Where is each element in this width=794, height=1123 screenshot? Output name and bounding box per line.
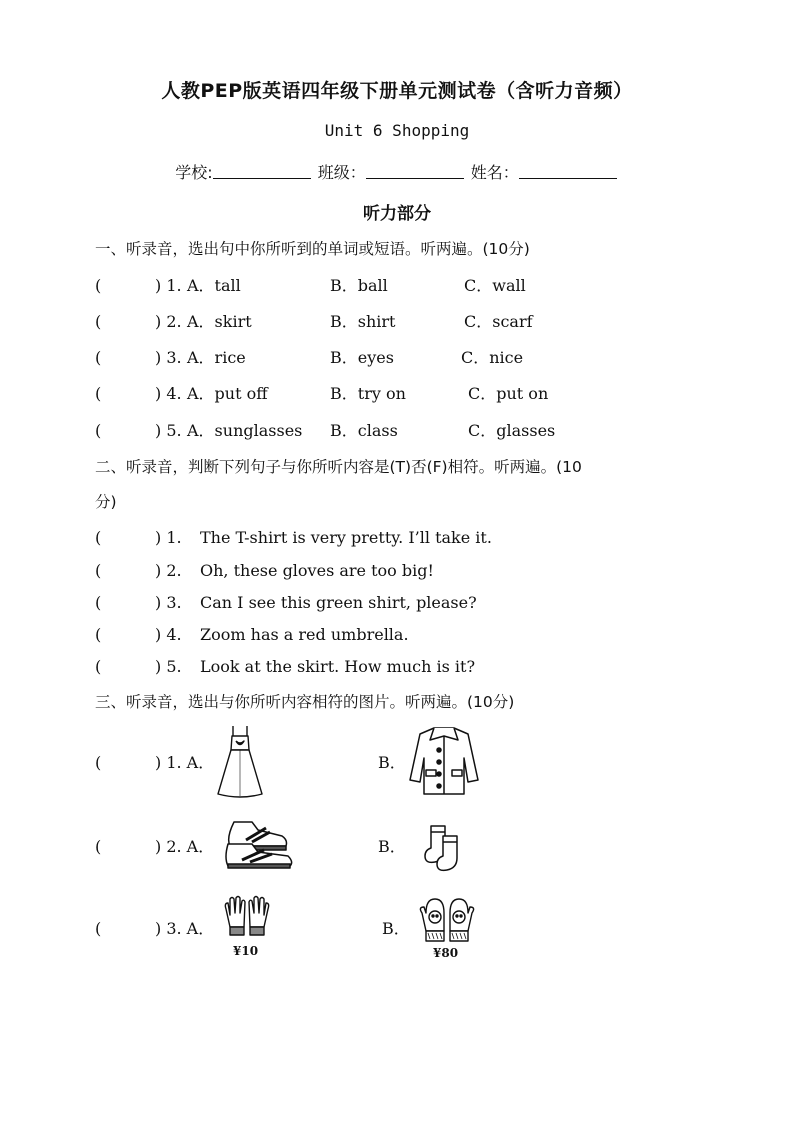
item-number: ) 5. bbox=[155, 657, 182, 676]
option-c: C．nice bbox=[461, 348, 524, 367]
item-number: ) 2. bbox=[155, 561, 182, 580]
item-number: ) 1. bbox=[155, 276, 182, 295]
item-number: ) 3. bbox=[155, 593, 182, 612]
option-a: A．skirt bbox=[187, 312, 252, 331]
item-number: ) 2. A． bbox=[155, 837, 215, 856]
section1-heading: 一、听录音，选出句中你所听到的单词或短语。听两遍。(10分) bbox=[95, 240, 530, 258]
section3-heading: 三、听录音，选出与你所听内容相符的图片。听两遍。(10分) bbox=[95, 693, 515, 711]
student-info-line bbox=[0, 160, 794, 183]
option-c: C．scarf bbox=[464, 312, 533, 331]
item-number: ) 2. bbox=[155, 312, 182, 331]
name-label: 姓名： bbox=[470, 163, 519, 182]
sneakers-icon[interactable] bbox=[222, 818, 294, 874]
unit-title: Unit 6 Shopping bbox=[324, 121, 470, 140]
option-b-label: B． bbox=[378, 753, 406, 772]
item-number: ) 3. bbox=[155, 348, 182, 367]
option-b-label: B． bbox=[378, 837, 406, 856]
statement-text: Look at the skirt. How much is it? bbox=[200, 657, 476, 676]
option-b: B．class bbox=[330, 421, 398, 440]
statement-text: Oh, these gloves are too big! bbox=[200, 561, 434, 580]
answer-paren[interactable]: ( bbox=[95, 561, 102, 580]
option-c: C．put on bbox=[468, 384, 549, 403]
option-b: B．shirt bbox=[330, 312, 396, 331]
option-b: B．eyes bbox=[330, 348, 394, 367]
statement-text: Can I see this green shirt, please? bbox=[200, 593, 477, 612]
gloves-icon[interactable] bbox=[222, 895, 272, 943]
answer-paren[interactable]: ( bbox=[95, 657, 102, 676]
item-number: ) 5. bbox=[155, 421, 182, 440]
mittens-icon[interactable] bbox=[418, 895, 476, 949]
item-number: ) 3. A． bbox=[155, 919, 215, 938]
section2-heading-line1: 二、听录音，判断下列句子与你所听内容是(T)否(F)相符。听两遍。(10 bbox=[95, 458, 582, 476]
answer-paren[interactable]: ( bbox=[95, 919, 102, 938]
answer-paren[interactable]: ( bbox=[95, 593, 102, 612]
statement-text: The T-shirt is very pretty. I’ll take it. bbox=[200, 528, 492, 547]
answer-paren[interactable]: ( bbox=[95, 312, 102, 331]
answer-paren[interactable]: ( bbox=[95, 528, 102, 547]
item-number: ) 1. A． bbox=[155, 753, 215, 772]
school-label: 学校: bbox=[175, 163, 213, 182]
socks-icon[interactable] bbox=[421, 824, 465, 876]
class-blank[interactable] bbox=[366, 164, 464, 179]
answer-paren[interactable]: ( bbox=[95, 753, 102, 772]
answer-paren[interactable]: ( bbox=[95, 421, 102, 440]
item-number: ) 1. bbox=[155, 528, 182, 547]
answer-paren[interactable]: ( bbox=[95, 276, 102, 295]
answer-paren[interactable]: ( bbox=[95, 384, 102, 403]
class-label: 班级： bbox=[317, 163, 366, 182]
option-b: B．try on bbox=[330, 384, 406, 403]
item-number: ) 4. bbox=[155, 625, 182, 644]
option-b-label: B． bbox=[382, 919, 410, 938]
option-a: A．tall bbox=[187, 276, 241, 295]
name-blank[interactable] bbox=[519, 164, 617, 179]
price-a: ¥10 bbox=[233, 944, 259, 958]
statement-text: Zoom has a red umbrella. bbox=[200, 625, 409, 644]
option-b: B．ball bbox=[330, 276, 388, 295]
price-b: ¥80 bbox=[433, 946, 459, 960]
dress-icon[interactable] bbox=[215, 724, 265, 804]
school-blank[interactable] bbox=[213, 164, 311, 179]
option-a: A．rice bbox=[187, 348, 246, 367]
part-title: 听力部分 bbox=[363, 204, 431, 224]
option-c: C．wall bbox=[464, 276, 526, 295]
page-title: 人教PEP版英语四年级下册单元测试卷（含听力音频） bbox=[161, 80, 633, 102]
answer-paren[interactable]: ( bbox=[95, 348, 102, 367]
coat-icon[interactable] bbox=[408, 724, 480, 802]
option-a: A．sunglasses bbox=[187, 421, 303, 440]
item-number: ) 4. bbox=[155, 384, 182, 403]
option-a: A．put off bbox=[187, 384, 268, 403]
option-c: C．glasses bbox=[468, 421, 556, 440]
section2-heading-line2: 分) bbox=[95, 493, 117, 511]
answer-paren[interactable]: ( bbox=[95, 625, 102, 644]
answer-paren[interactable]: ( bbox=[95, 837, 102, 856]
